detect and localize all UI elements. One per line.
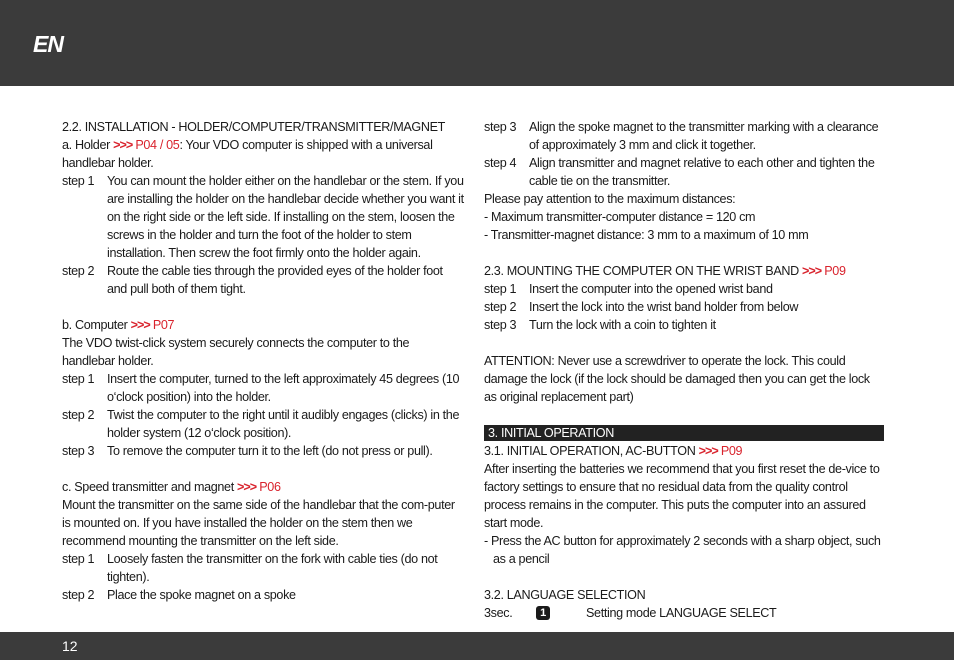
computer-page-ref[interactable]: P07 xyxy=(152,318,175,332)
right-column xyxy=(484,118,884,622)
ac-page-ref[interactable]: P09 xyxy=(720,444,743,458)
step-label: step 1 xyxy=(484,282,517,296)
arrows-icon: >>> xyxy=(802,264,822,278)
step-text: Turn the lock with a coin to tighten it xyxy=(529,318,716,332)
step-label: step 2 xyxy=(62,588,95,602)
ac-paragraph: After inserting the batteries we recommend that you first reset the de-vice to factory settings to ensure that no residual data from the quality control process remains in the computer. This puts the computer into an assured start mode. xyxy=(484,462,880,530)
holder-label: a. Holder xyxy=(62,138,114,152)
holder-paragraph xyxy=(62,136,464,172)
arrows-icon: >>> xyxy=(113,138,133,152)
step-label: step 2 xyxy=(62,264,95,278)
transmitter-heading xyxy=(62,478,464,496)
distance-item: - Maximum transmitter-computer distance = 120 cm xyxy=(484,210,756,224)
step-text: Loosely fasten the transmitter on the fork with cable ties (do not tighten). xyxy=(107,552,438,584)
wrist-step xyxy=(484,316,884,334)
button-1-icon: 1 xyxy=(536,606,550,620)
holder-page-ref[interactable]: P04 / 05 xyxy=(135,138,180,152)
arrows-icon: >>> xyxy=(237,480,257,494)
computer-heading xyxy=(62,316,464,334)
step-label: step 3 xyxy=(484,318,517,332)
transmitter-step xyxy=(484,118,884,154)
transmitter-step xyxy=(484,154,884,190)
language-label: EN xyxy=(33,31,63,57)
attention-note: ATTENTION: Never use a screwdriver to operate the lock. This could damage the lock (if the lock should be damaged then you can get the lock as original replacement part) xyxy=(484,354,870,404)
step-text: Align transmitter and magnet relative to each other and tighten the cable tie on the transmitter. xyxy=(529,156,875,188)
step-label: step 3 xyxy=(62,444,95,458)
step-label: step 1 xyxy=(62,552,95,566)
step-text: Align the spoke magnet to the transmitter marking with a clearance of approximately 3 mm and click it together. xyxy=(529,120,879,152)
language-row xyxy=(484,604,884,622)
language-heading: 3.2. LANGUAGE SELECTION xyxy=(484,588,646,602)
language-mode-text: Setting mode LANGUAGE SELECT xyxy=(586,606,777,620)
transmitter-step xyxy=(62,550,464,586)
hold-duration: 3sec. xyxy=(484,606,513,620)
step-text: To remove the computer turn it to the left (do not press or pull). xyxy=(107,444,433,458)
wrist-title: 2.3. MOUNTING THE COMPUTER ON THE WRIST BAND xyxy=(484,264,803,278)
transmitter-page-ref[interactable]: P06 xyxy=(259,480,281,494)
computer-step xyxy=(62,406,464,442)
step-text: Twist the computer to the right until it audibly engages (clicks) in the holder system (12 o‘clock position). xyxy=(107,408,460,440)
holder-step xyxy=(62,172,464,262)
distance-intro: Please pay attention to the maximum distances: xyxy=(484,192,736,206)
arrows-icon: >>> xyxy=(130,318,150,332)
holder-step xyxy=(62,262,464,298)
distance-item: - Transmitter-magnet distance: 3 mm to a maximum of 10 mm xyxy=(484,228,809,242)
section-heading-bar: 3. INITIAL OPERATION xyxy=(484,425,884,441)
computer-step xyxy=(62,442,464,460)
transmitter-label: c. Speed transmitter and magnet xyxy=(62,480,238,494)
page-footer xyxy=(0,632,954,660)
computer-intro: The VDO twist-click system securely connects the computer to the handlebar holder. xyxy=(62,336,410,368)
step-label: step 3 xyxy=(484,120,517,134)
left-column xyxy=(62,118,464,604)
step-label: step 2 xyxy=(484,300,517,314)
step-label: step 4 xyxy=(484,156,517,170)
step-text: Route the cable ties through the provided eyes of the holder foot and pull both of them tight. xyxy=(107,264,443,296)
page-number: 12 xyxy=(62,638,78,654)
step-label: step 2 xyxy=(62,408,95,422)
arrows-icon: >>> xyxy=(698,444,718,458)
holder-text: : Your VDO computer is shipped with a universal handlebar holder. xyxy=(62,138,433,170)
wrist-heading xyxy=(484,262,884,280)
step-label: step 1 xyxy=(62,174,95,188)
computer-label: b. Computer xyxy=(62,318,131,332)
transmitter-step xyxy=(62,586,464,604)
step-text: You can mount the holder either on the handlebar or the stem. If you are installing the holder on the handlebar decide whether you want it on the right side or the left side. If installing on the stem, loosen the screws in the holder and turn the foot of the holder to stem installation. Then screw the foot firmly onto the holder again. xyxy=(107,174,464,260)
ac-bullet: - Press the AC button for approximately 2 seconds with a sharp object, such as a pencil xyxy=(484,534,881,566)
computer-step xyxy=(62,370,464,406)
transmitter-intro: Mount the transmitter on the same side of the handlebar that the com-puter is mounted on. If you have installed the holder on the stem then we recommend mounting the transmitter on the left side. xyxy=(62,498,455,548)
ac-heading xyxy=(484,442,884,460)
wrist-page-ref[interactable]: P09 xyxy=(824,264,846,278)
wrist-step xyxy=(484,298,884,316)
ac-title: 3.1. INITIAL OPERATION, AC-BUTTON xyxy=(484,444,699,458)
installation-heading: 2.2. INSTALLATION - HOLDER/COMPUTER/TRANSMITTER/MAGNET xyxy=(62,120,445,134)
wrist-step xyxy=(484,280,884,298)
step-text: Place the spoke magnet on a spoke xyxy=(107,588,296,602)
step-text: Insert the computer, turned to the left approximately 45 degrees (10 o‘clock position) into the holder. xyxy=(107,372,460,404)
step-text: Insert the lock into the wrist band holder from below xyxy=(529,300,799,314)
page-header xyxy=(0,0,954,86)
step-label: step 1 xyxy=(62,372,95,386)
step-text: Insert the computer into the opened wrist band xyxy=(529,282,773,296)
